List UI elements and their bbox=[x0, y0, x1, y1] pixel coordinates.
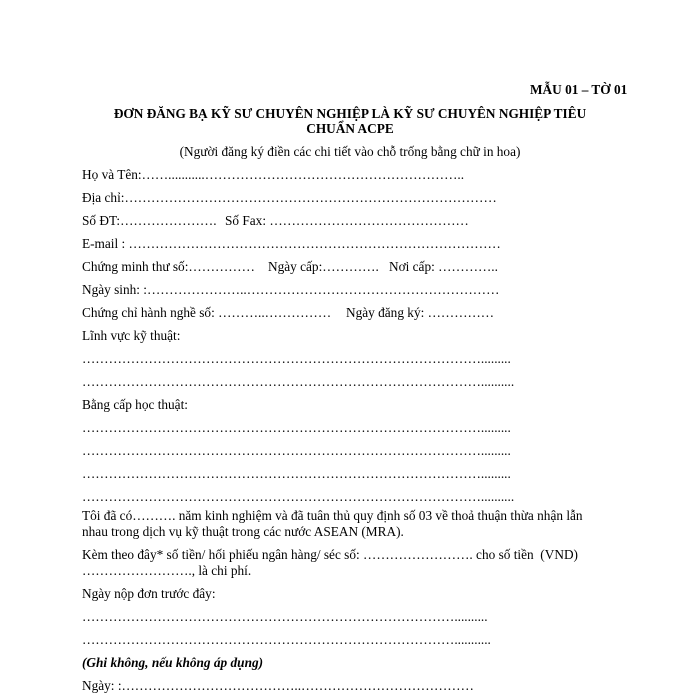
reg-date-field[interactable]: Ngày đăng ký: …………… bbox=[346, 305, 495, 320]
form-code: MẪU 01 – TỜ 01 bbox=[530, 82, 628, 97]
previous-application-line[interactable]: …………………………………………………………………………........... bbox=[82, 632, 491, 647]
tech-field-line[interactable]: ………………………………………………………………………………......... bbox=[82, 351, 511, 366]
tech-field-label: Lĩnh vực kỹ thuật: bbox=[82, 328, 181, 343]
phone-field[interactable]: Số ĐT:…………………. bbox=[82, 213, 217, 228]
id-number-field[interactable]: Chứng minh thư số:…………… bbox=[82, 259, 255, 274]
dob-field[interactable]: Ngày sinh: :…………………..………………………………………………… bbox=[82, 282, 500, 297]
degree-line[interactable]: ……………………………………………………………………………….......... bbox=[82, 489, 515, 504]
payment-statement-line-1[interactable]: Kèm theo đây* số tiền/ hối phiếu ngân hàng/ séc số: ……………………. cho số tiền (VND) bbox=[82, 547, 578, 562]
name-field[interactable]: Họ và Tên:……...........………………………………………………….. bbox=[82, 167, 465, 182]
degree-label: Bằng cấp học thuật: bbox=[82, 397, 188, 412]
tech-field-line[interactable]: ……………………………………………………………………………….......... bbox=[82, 374, 515, 389]
experience-statement-line-1[interactable]: Tôi đã có………. năm kinh nghiệm và đã tuân thủ quy định số 03 về thoả thuận thừa nhận lẫn bbox=[82, 508, 583, 523]
previous-application-label: Ngày nộp đơn trước đây: bbox=[82, 586, 216, 601]
not-applicable-note: (Ghi không, nếu không áp dụng) bbox=[82, 655, 264, 670]
address-field[interactable]: Địa chỉ:………………………………………………………………………… bbox=[82, 190, 497, 205]
issue-date-field[interactable]: Ngày cấp:…………. bbox=[268, 259, 379, 274]
form-title-line-2: CHUẨN ACPE bbox=[306, 121, 394, 136]
payment-statement-line-2[interactable]: ……………………., là chi phí. bbox=[82, 563, 252, 578]
form-title-line-1: ĐƠN ĐĂNG BẠ KỸ SƯ CHUYÊN NGHIỆP LÀ KỸ SƯ CHUYÊN NGHIỆP TIÊU bbox=[113, 106, 587, 121]
date-field[interactable]: Ngày: :…………………………………..………………………………… bbox=[82, 678, 474, 693]
issue-place-field[interactable]: Nơi cấp: ………….. bbox=[389, 259, 498, 274]
degree-line[interactable]: ………………………………………………………………………………......... bbox=[82, 443, 511, 458]
experience-statement-line-2: nhau trong dịch vụ kỹ thuật trong các nước ASEAN (MRA). bbox=[82, 524, 404, 539]
cert-number-field[interactable]: Chứng chỉ hành nghề số: ………..…………… bbox=[82, 305, 332, 320]
degree-line[interactable]: ………………………………………………………………………………......... bbox=[82, 466, 511, 481]
email-field[interactable]: E-mail : ………………………………………………………………………… bbox=[82, 236, 501, 251]
fax-field[interactable]: Số Fax: ……………………………………… bbox=[225, 213, 469, 228]
previous-application-line[interactable]: ………………………………………………………………………….......... bbox=[82, 609, 488, 624]
degree-line[interactable]: ………………………………………………………………………………......... bbox=[82, 420, 511, 435]
form-subtitle: (Người đăng ký điền các chi tiết vào chỗ trống bằng chữ in hoa) bbox=[179, 144, 521, 159]
